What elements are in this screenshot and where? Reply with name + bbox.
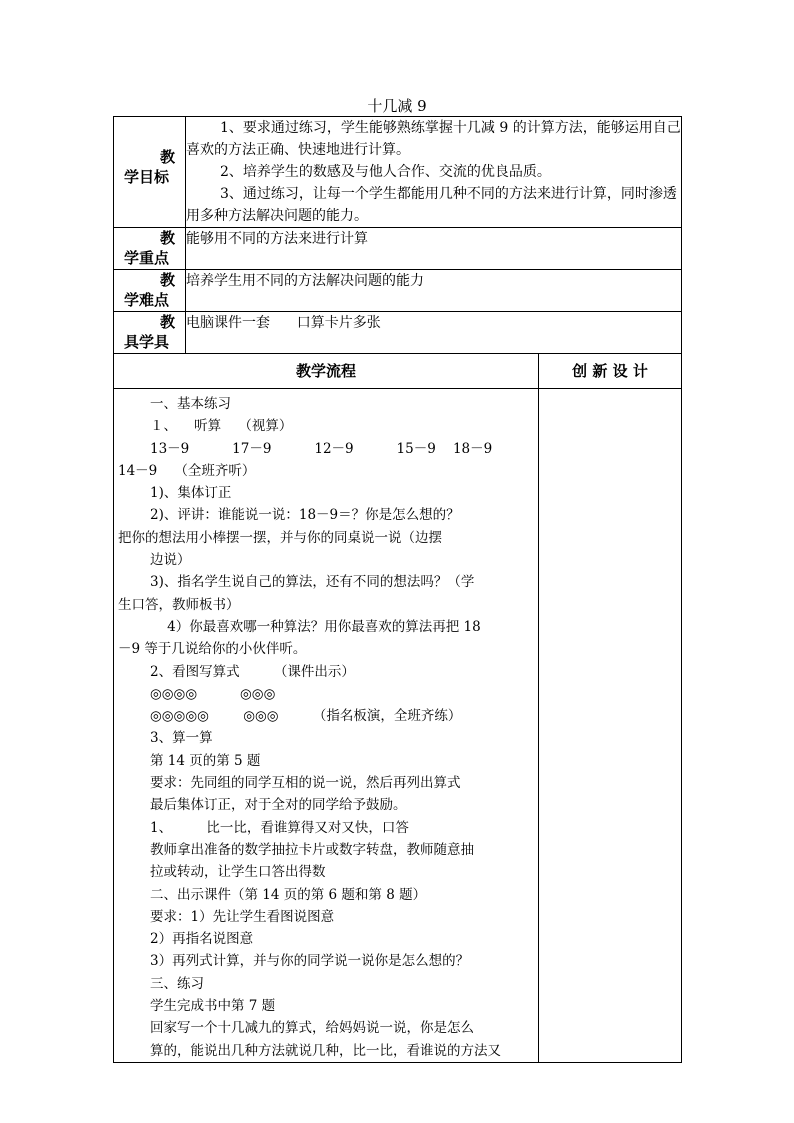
objective-1: 1、要求通过练习，学生能够熟练掌握十几减 9 的计算方法，能够运用自己喜欢的方法正确、快速地进行计算。 bbox=[186, 120, 681, 158]
process-line: 三、练习 bbox=[150, 975, 204, 992]
difficulties-label-line2: 学难点 bbox=[124, 291, 170, 309]
process-line: 3)、指名学生说自己的算法，还有不同的想法吗？（学 bbox=[150, 574, 475, 591]
objectives-label bbox=[114, 117, 186, 228]
process-line: 要求：先同组的同学互相的说一说，然后再列出算式 bbox=[150, 775, 461, 792]
process-line: 回家写一个十几减九的算式，给妈妈说一说，你是怎么 bbox=[150, 1020, 474, 1037]
process-line: 14－9 （全班齐听） bbox=[118, 462, 256, 479]
key-points-label bbox=[114, 228, 186, 270]
key-points-label-line1: 教 bbox=[159, 229, 175, 247]
process-line: 3）再列式计算，并与你的同学说一说你是怎么想的？ bbox=[150, 953, 470, 970]
difficulties-row bbox=[114, 270, 682, 312]
process-line: 生口答，教师板书） bbox=[118, 596, 240, 613]
objective-2: 2、培养学生的数感及与他人合作、交流的优良品质。 bbox=[220, 164, 551, 180]
process-line: ◎◎◎◎ ◎◎◎ bbox=[150, 685, 276, 702]
design-content bbox=[539, 389, 682, 1063]
difficulties-label bbox=[114, 270, 186, 312]
tools-row bbox=[114, 312, 682, 354]
design-header: 创 新 设 计 bbox=[539, 354, 682, 389]
objectives-content bbox=[186, 117, 682, 228]
key-points-label-line2: 学重点 bbox=[124, 249, 170, 267]
process-line: 13－9 17－9 12－9 15－9 18－9 bbox=[150, 440, 493, 457]
process-line: 第 14 页的第 5 题 bbox=[150, 752, 261, 769]
tools-label-line1: 教 bbox=[159, 313, 175, 331]
tools-label-line2: 具学具 bbox=[124, 333, 170, 351]
difficulties-content: 培养学生用不同的方法解决问题的能力 bbox=[186, 270, 682, 312]
lesson-plan-table bbox=[113, 116, 682, 1063]
document-title: 十几减 9 bbox=[367, 97, 427, 115]
process-line: 2）再指名说图意 bbox=[150, 931, 254, 948]
key-points-row bbox=[114, 228, 682, 270]
process-line: 2、看图写算式 （课件出示） bbox=[150, 663, 355, 680]
process-line: 3、算一算 bbox=[150, 730, 213, 747]
process-line: 学生完成书中第 7 题 bbox=[150, 998, 276, 1015]
process-line: 1、 比一比，看谁算得又对又快，口答 bbox=[150, 819, 409, 836]
tools-label bbox=[114, 312, 186, 354]
objectives-label-line2: 学目标 bbox=[124, 168, 170, 186]
process-line: 要求：1）先让学生看图说图意 bbox=[150, 908, 335, 925]
key-points-content: 能够用不同的方法来进行计算 bbox=[186, 228, 682, 270]
tools-content: 电脑课件一套 口算卡片多张 bbox=[186, 312, 682, 354]
process-line: －9 等于几说给你的小伙伴听。 bbox=[118, 641, 307, 658]
process-line: 教师拿出准备的数学抽拉卡片或数字转盘，教师随意抽 bbox=[150, 841, 474, 858]
process-line: 算的，能说出几种方法就说几种，比一比，看谁说的方法又 bbox=[150, 1042, 501, 1059]
objective-3: 3、通过练习，让每一个学生都能用几种不同的方法来进行计算，同时渗透用多种方法解决问题的能力。 bbox=[186, 186, 677, 224]
process-line: 1)、集体订正 bbox=[150, 485, 232, 502]
process-lines bbox=[114, 389, 538, 1062]
process-row bbox=[114, 389, 682, 1063]
process-line: 二、出示课件（第 14 页的第 6 题和第 8 题） bbox=[150, 886, 427, 903]
difficulties-label-line1: 教 bbox=[159, 271, 175, 289]
process-line: 4）你最喜欢哪一种算法？用你最喜欢的算法再把 18 bbox=[150, 618, 481, 635]
process-line: 最后集体订正，对于全对的同学给予鼓励。 bbox=[150, 797, 407, 814]
process-line: 边说） bbox=[150, 552, 191, 569]
process-header: 教学流程 bbox=[114, 354, 539, 389]
objectives-label-line1: 教 bbox=[159, 148, 175, 166]
process-line: 2)、评讲：谁能说一说：18－9＝？你是怎么想的？ bbox=[150, 507, 460, 524]
process-line: ◎◎◎◎◎ ◎◎◎ （指名板演，全班齐练） bbox=[150, 708, 462, 725]
process-line: 一、基本练习 bbox=[150, 396, 231, 412]
objectives-row bbox=[114, 117, 682, 228]
process-content bbox=[114, 389, 539, 1063]
process-line: 把你的想法用小棒摆一摆，并与你的同桌说一说（边摆 bbox=[118, 529, 442, 546]
process-line: 拉或转动，让学生口答出得数 bbox=[150, 864, 326, 881]
process-header-row bbox=[114, 354, 682, 389]
process-line: １、 听算 （视算） bbox=[150, 418, 293, 435]
